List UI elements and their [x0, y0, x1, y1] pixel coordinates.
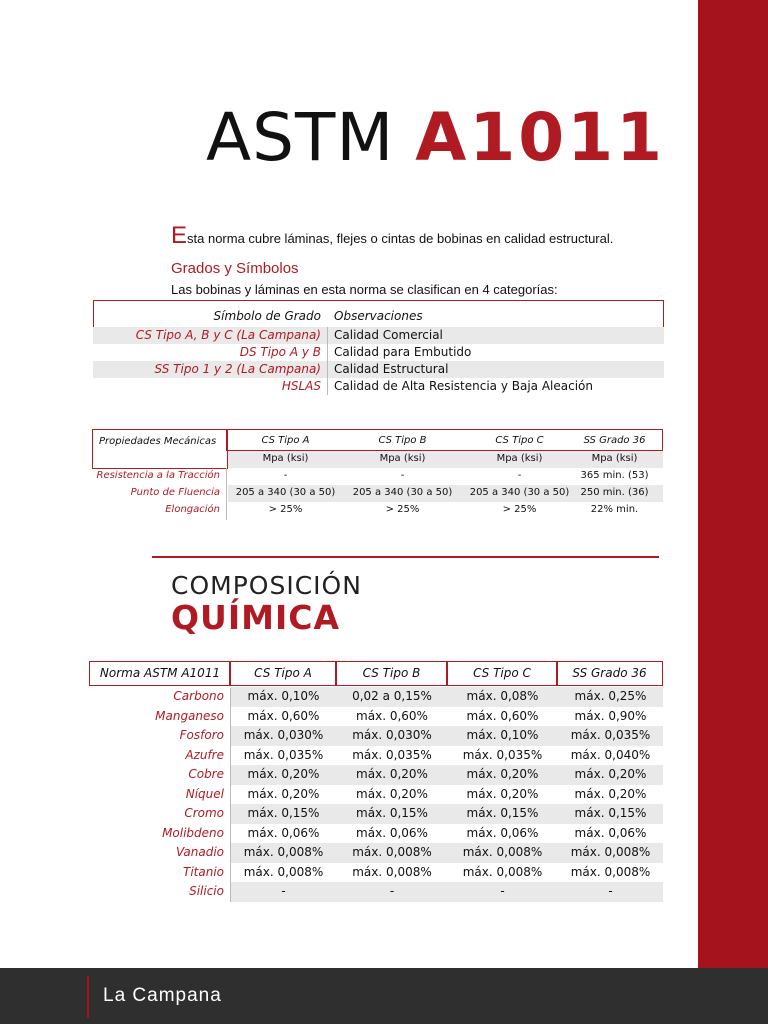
chemical-cell: máx. 0,035% [570, 728, 651, 742]
chemical-cell: máx. 0,008% [570, 845, 651, 859]
mechanical-cell: > 25% [385, 504, 420, 515]
grades-header-symbol: Símbolo de Grado [213, 309, 321, 323]
page-title [206, 98, 665, 178]
chemical-cell: - [281, 884, 286, 898]
chemical-cell: máx. 0,08% [466, 689, 539, 703]
chemical-cell: máx. 0,008% [462, 864, 543, 879]
intro-paragraph [171, 222, 613, 250]
grades-heading: Grados y Símbolos [171, 260, 299, 277]
chemical-header-col: CS Tipo C [446, 661, 558, 686]
chemical-cell: máx. 0,15% [247, 806, 320, 820]
chemical-cell: máx. 0,06% [356, 825, 428, 840]
mechanical-cell: - [283, 470, 288, 481]
mechanical-cell: > 25% [268, 504, 303, 515]
grades-header-observations: Observaciones [334, 309, 423, 323]
mechanical-cell: 365 min. (53) [580, 470, 649, 481]
chemical-cell: máx. 0,030% [352, 728, 432, 742]
mechanical-cell: 205 a 340 (30 a 50) [469, 487, 570, 498]
chemical-cell: máx. 0,25% [574, 689, 647, 703]
column-separator [327, 327, 328, 395]
mechanical-unit: Mpa (ksi) [379, 453, 426, 464]
chemical-cell: máx. 0,20% [356, 767, 428, 781]
grade-symbol: HSLAS [281, 379, 321, 393]
mechanical-cell: 205 a 340 (30 a 50) [352, 487, 453, 498]
chemical-row-label: Vanadio [175, 845, 224, 859]
chemical-row-label: Molibdeno [162, 825, 224, 840]
mechanical-col-header: CS Tipo C [495, 435, 544, 446]
mechanical-cell: - [517, 470, 522, 481]
chemical-header-col: CS Tipo B [335, 661, 448, 686]
chemical-cell: - [608, 884, 613, 898]
section-divider [152, 556, 659, 558]
grades-subtitle: Las bobinas y láminas en esta norma se clasifican en 4 categorías: [171, 282, 558, 297]
chemical-cell: máx. 0,90% [574, 708, 647, 723]
chemical-header-norm: Norma ASTM A1011 [89, 661, 231, 686]
chemical-cell: máx. 0,030% [243, 728, 324, 742]
grade-symbol: SS Tipo 1 y 2 (La Campana) [154, 362, 321, 376]
grade-observation: Calidad Estructural [334, 362, 449, 376]
chemical-cell: máx. 0,20% [356, 786, 428, 801]
chemical-cell: máx. 0,60% [466, 708, 539, 723]
mechanical-unit: Mpa (ksi) [591, 453, 638, 464]
chemical-cell: máx. 0,20% [466, 767, 539, 781]
mechanical-label: Propiedades Mecánicas [99, 436, 217, 447]
mechanical-label-box [92, 429, 228, 469]
mechanical-row-label: Elongación [165, 504, 220, 515]
grade-symbol: DS Tipo A y B [239, 345, 321, 359]
mechanical-unit: Mpa (ksi) [262, 453, 309, 464]
chemical-cell: máx. 0,035% [352, 747, 432, 762]
mechanical-unit: Mpa (ksi) [496, 453, 543, 464]
title-code: A1011 [415, 99, 666, 176]
chemical-cell: máx. 0,20% [247, 767, 320, 781]
chemical-cell: máx. 0,008% [352, 864, 432, 879]
grade-symbol: CS Tipo A, B y C (La Campana) [135, 328, 321, 342]
chemical-cell: - [389, 884, 395, 898]
title-standard: ASTM [206, 99, 395, 176]
mechanical-cell: 22% min. [590, 504, 639, 515]
chemical-cell: máx. 0,008% [352, 845, 432, 859]
chemical-cell: máx. 0,20% [574, 767, 647, 781]
chemical-cell: máx. 0,008% [462, 845, 543, 859]
chemical-header-col: CS Tipo A [229, 661, 337, 686]
chemical-cell: máx. 0,10% [466, 728, 539, 742]
chemical-cell: máx. 0,60% [247, 708, 320, 723]
grade-observation: Calidad Comercial [334, 328, 443, 342]
footer-brand: La Campana [103, 985, 222, 1006]
chemical-cell: máx. 0,008% [243, 845, 324, 859]
chemical-cell: - [500, 884, 505, 898]
chemical-cell: máx. 0,20% [466, 786, 539, 801]
intro-text: sta norma cubre láminas, flejes o cintas de bobinas en calidad estructural. [187, 231, 614, 246]
chemical-cell: máx. 0,035% [462, 747, 543, 762]
chemical-header-col: SS Grado 36 [556, 661, 663, 686]
intro-drop-letter: E [171, 222, 188, 249]
chemical-cell: máx. 0,60% [356, 708, 428, 723]
chemical-cell: máx. 0,06% [466, 825, 539, 840]
chemical-cell: máx. 0,15% [574, 806, 647, 820]
chemical-cell: máx. 0,035% [243, 747, 324, 762]
chemical-title-line1: COMPOSICIÓN [171, 571, 362, 600]
column-separator [230, 688, 231, 902]
chemical-cell: máx. 0,15% [356, 806, 428, 820]
chemical-cell: 0,02 a 0,15% [352, 689, 432, 703]
chemical-row-label: Cromo [184, 806, 224, 820]
chemical-cell: máx. 0,20% [574, 786, 647, 801]
grade-observation: Calidad de Alta Resistencia y Baja Aleación [334, 379, 594, 393]
chemical-cell: máx. 0,06% [574, 825, 647, 840]
mechanical-cell: - [400, 470, 405, 481]
chemical-cell: máx. 0,10% [247, 689, 320, 703]
chemical-cell: máx. 0,040% [570, 747, 651, 762]
chemical-row-label: Azufre [185, 747, 224, 762]
mechanical-col-header: CS Tipo B [378, 435, 427, 446]
chemical-title-line2: QUÍMICA [171, 598, 341, 637]
footer-accent-line [87, 976, 89, 1018]
mechanical-cell: 205 a 340 (30 a 50) [235, 487, 336, 498]
chemical-row-label: Fosforo [179, 728, 224, 742]
chemical-cell: máx. 0,008% [243, 864, 324, 879]
chemical-row-label: Silicio [189, 884, 224, 898]
chemical-cell: máx. 0,15% [466, 806, 539, 820]
chemical-cell: máx. 0,06% [247, 825, 320, 840]
chemical-row-label: Titanio [182, 864, 224, 879]
mechanical-col-header: CS Tipo A [261, 435, 310, 446]
chemical-cell: máx. 0,008% [570, 864, 651, 879]
mechanical-cell: > 25% [502, 504, 537, 515]
chemical-row-label: Cobre [188, 767, 224, 781]
chemical-row-label: Manganeso [155, 708, 224, 723]
chemical-row-label: Carbono [173, 689, 224, 703]
mechanical-cell: 250 min. (36) [580, 487, 649, 498]
mechanical-row-label: Punto de Fluencia [130, 487, 220, 498]
mechanical-row-label: Resistencia a la Tracción [96, 470, 220, 481]
chemical-row-label: Níquel [185, 786, 224, 801]
grade-observation: Calidad para Embutido [334, 345, 472, 359]
chemical-cell: máx. 0,20% [247, 786, 320, 801]
mechanical-col-header: SS Grado 36 [583, 435, 646, 446]
side-accent-bar [698, 0, 768, 968]
